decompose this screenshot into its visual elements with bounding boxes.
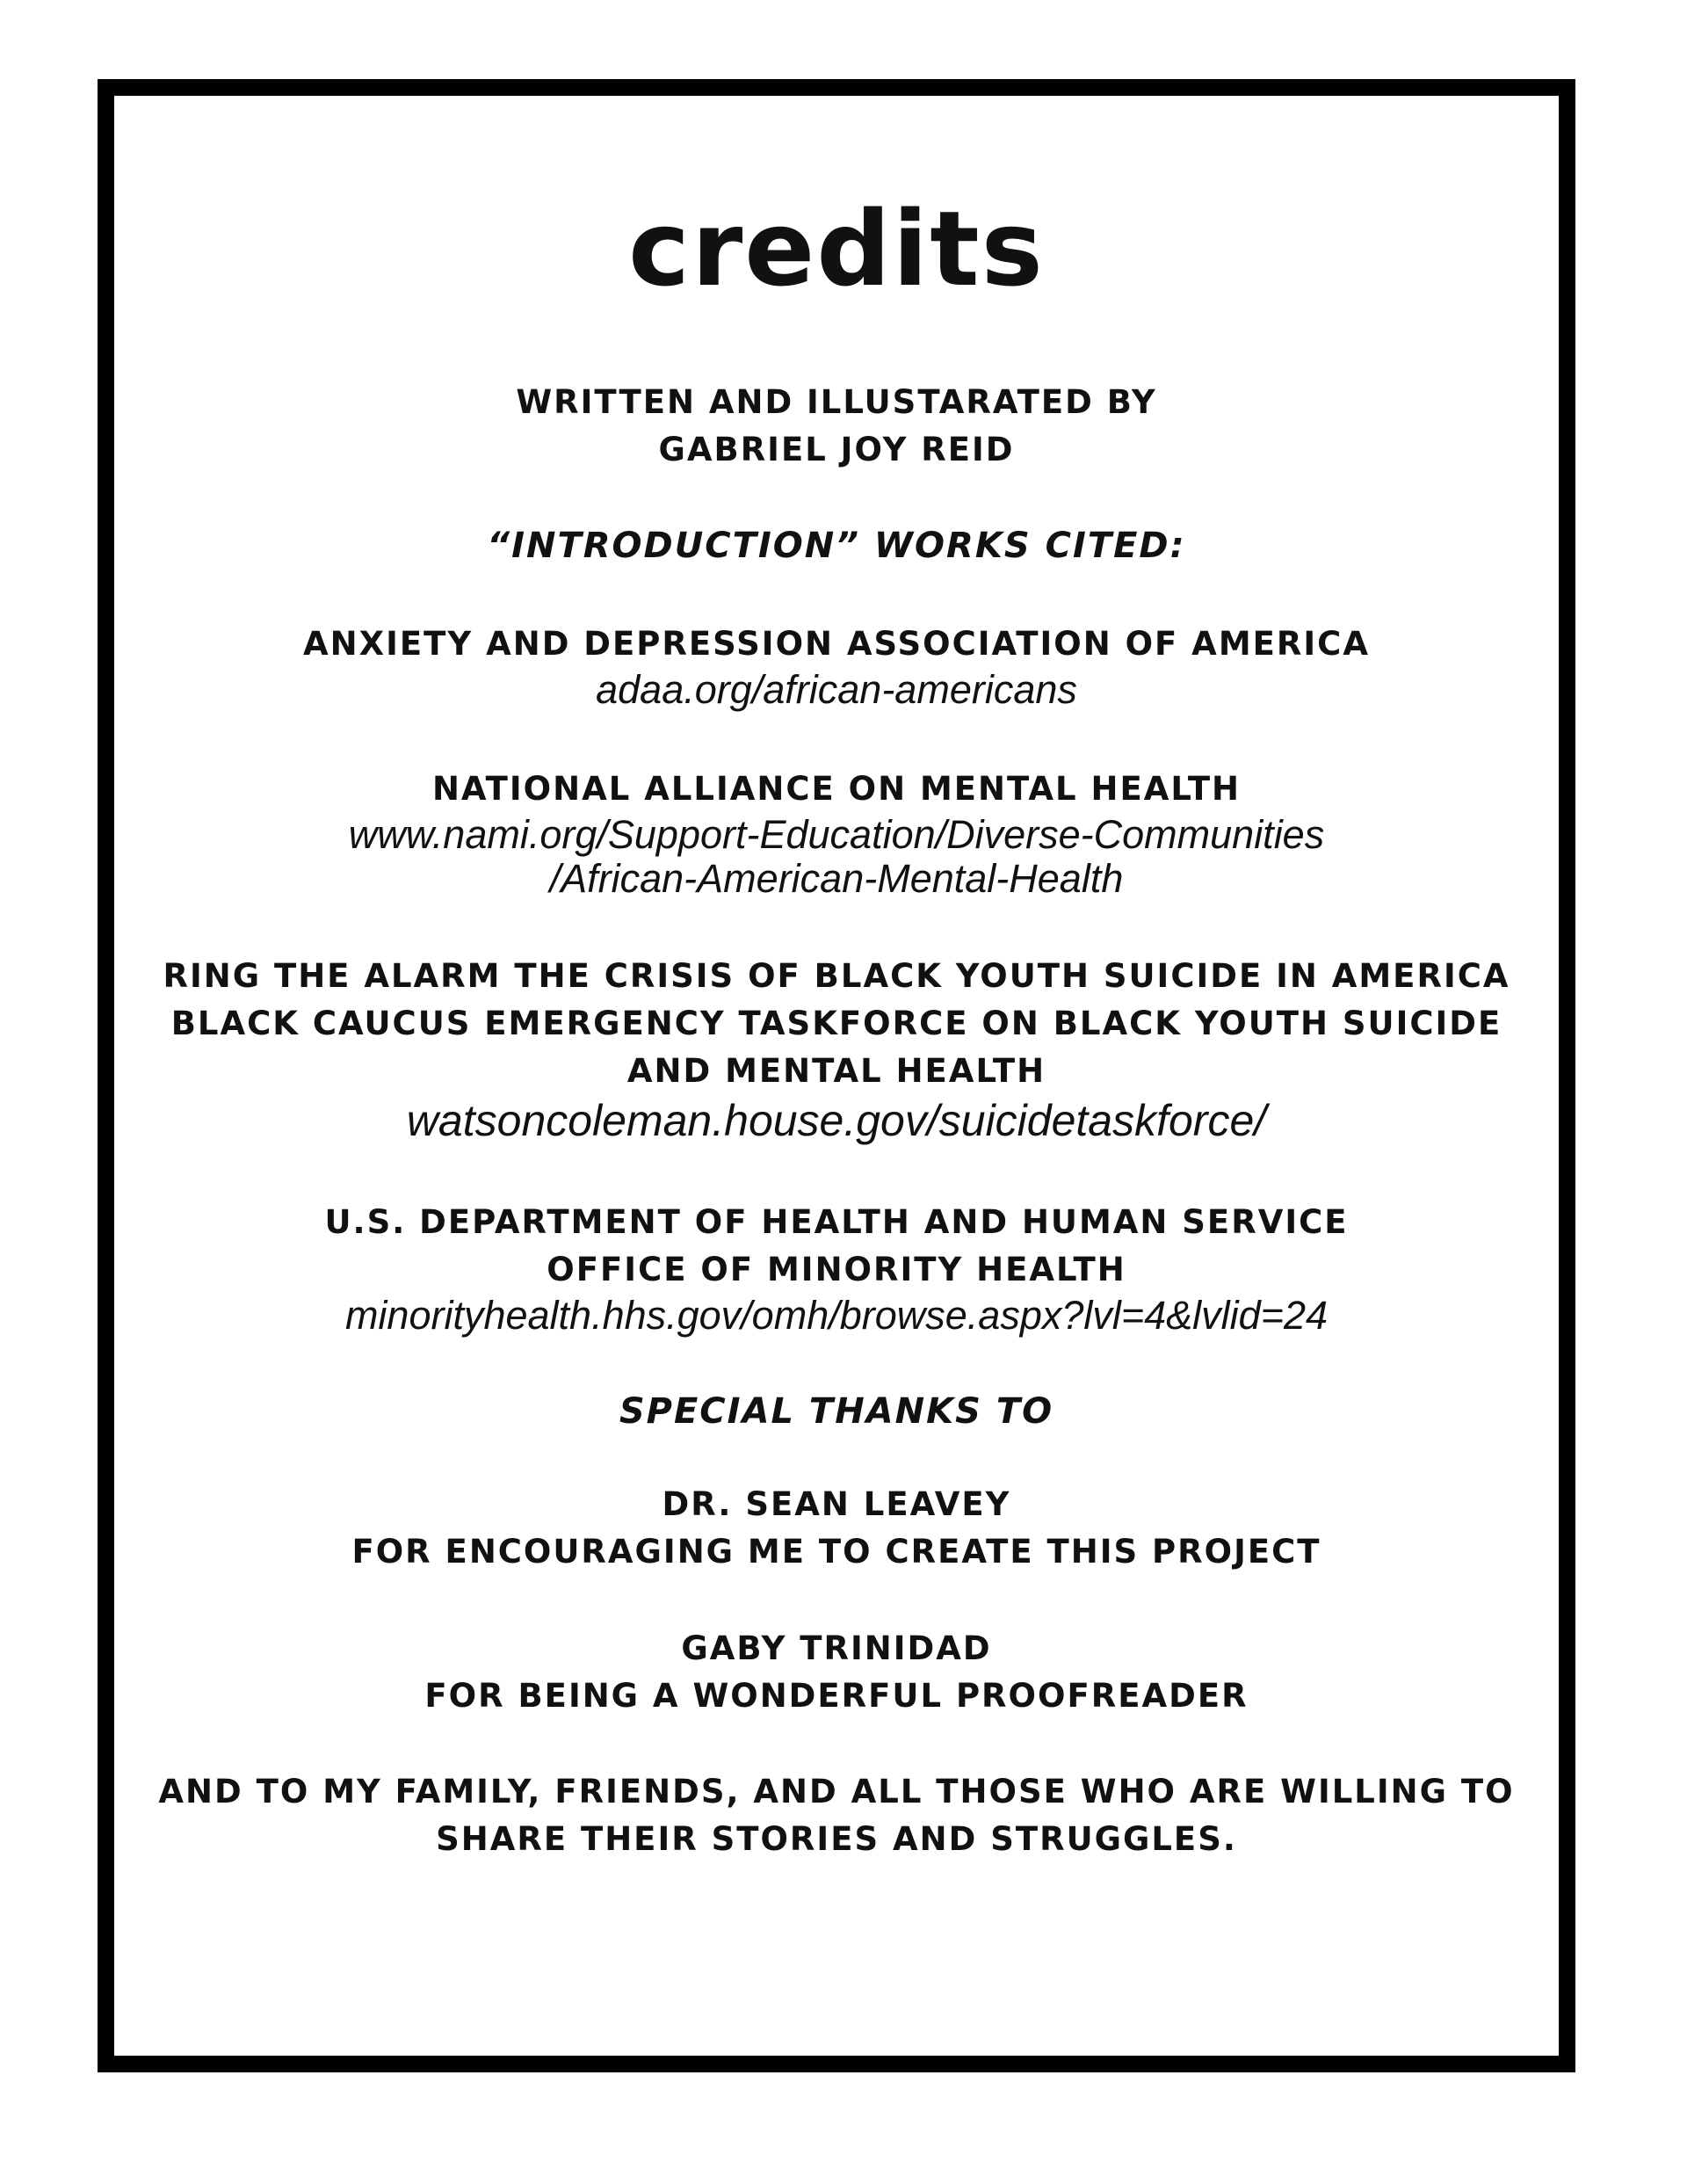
source-hhs bbox=[114, 1199, 1559, 1338]
source-name-line-2: BLACK CAUCUS EMERGENCY TASKFORCE ON BLACK YOUTH SUICIDE bbox=[170, 1005, 1502, 1042]
source-name: NATIONAL ALLIANCE ON MENTAL HEALTH bbox=[431, 770, 1242, 808]
thanks-heading: SPECIAL THANKS TO bbox=[619, 1391, 1054, 1432]
works-cited-heading: “INTRODUCTION” WORKS CITED: bbox=[487, 526, 1186, 566]
closing-block bbox=[114, 1768, 1559, 1863]
source-url: minorityhealth.hhs.gov/omh/browse.aspx?lvl=4&lvlid=24 bbox=[344, 1293, 1329, 1338]
thanks-person: GABY TRINIDAD bbox=[681, 1629, 992, 1667]
thanks-reason: FOR BEING A WONDERFUL PROOFREADER bbox=[424, 1677, 1249, 1715]
source-nami bbox=[114, 765, 1559, 901]
thanks-trinidad bbox=[114, 1625, 1559, 1720]
source-ring-the-alarm bbox=[114, 953, 1559, 1146]
source-url: adaa.org/african-americans bbox=[596, 667, 1077, 712]
thanks-person: DR. SEAN LEAVEY bbox=[662, 1485, 1011, 1523]
author-name: GABRIEL JOY REID bbox=[658, 431, 1015, 468]
thanks-leavey bbox=[114, 1481, 1559, 1576]
works-cited-heading-block bbox=[114, 522, 1559, 570]
source-name: RING THE ALARM THE CRISIS OF BLACK YOUTH SUICIDE IN AMERICA bbox=[163, 957, 1510, 995]
author-block bbox=[114, 379, 1559, 474]
closing-line-2: SHARE THEIR STORIES AND STRUGGLES. bbox=[436, 1820, 1237, 1858]
closing-line-1: AND TO MY FAMILY, FRIENDS, AND ALL THOSE WHO ARE WILLING TO bbox=[158, 1773, 1515, 1810]
source-name-line-3: AND MENTAL HEALTH bbox=[626, 1052, 1046, 1090]
author-credit-line: WRITTEN AND ILLUSTARATED BY bbox=[516, 383, 1157, 421]
source-name: ANXIETY AND DEPRESSION ASSOCIATION OF AMERICA bbox=[303, 625, 1370, 663]
thanks-heading-block bbox=[114, 1388, 1559, 1435]
source-name-line-2: OFFICE OF MINORITY HEALTH bbox=[547, 1251, 1126, 1288]
thanks-reason: FOR ENCOURAGING ME TO CREATE THIS PROJECT bbox=[351, 1533, 1321, 1571]
source-url-continued: /African-American-Mental-Health bbox=[549, 856, 1124, 901]
source-url: www.nami.org/Support-Education/Diverse-Communities bbox=[348, 812, 1325, 857]
page-title: credits bbox=[628, 188, 1045, 309]
source-url: watsoncoleman.house.gov/suicidetaskforce/ bbox=[406, 1096, 1267, 1145]
source-adaa bbox=[114, 620, 1559, 712]
source-name: U.S. DEPARTMENT OF HEALTH AND HUMAN SERVICE bbox=[324, 1203, 1349, 1241]
